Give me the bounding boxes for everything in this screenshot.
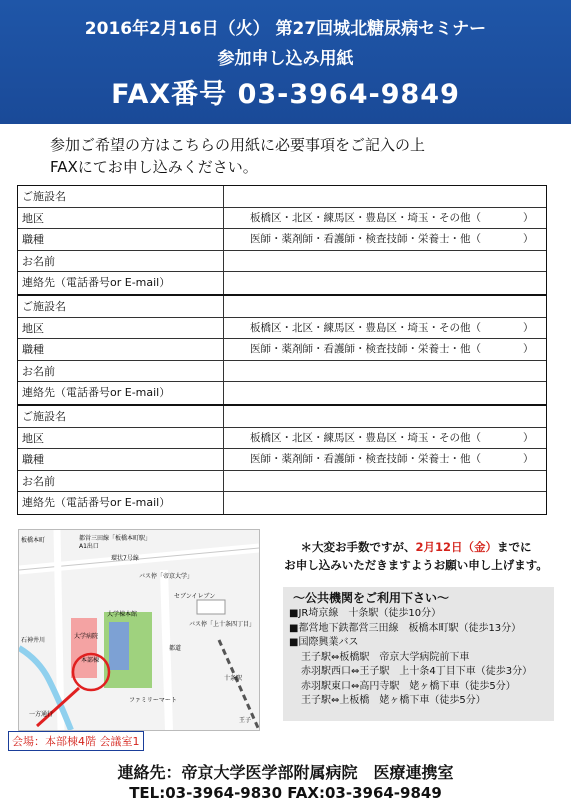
main-building [109, 622, 129, 670]
map-label-river: 石神井川 [21, 637, 46, 644]
district-options[interactable]: 板橋区・北区・練馬区・豊島区・埼玉・その他（ ） [250, 321, 534, 334]
name-label: お名前 [18, 361, 224, 382]
name-field[interactable] [224, 471, 546, 492]
deadline-pre: ＊大変お手数ですが、 [300, 540, 416, 554]
contact-row [18, 492, 546, 514]
job-options[interactable]: 医師・薬剤師・看護師・検査技師・栄養士・他（ ） [250, 343, 534, 356]
district-label: 地区 [18, 208, 224, 229]
name-row [18, 251, 546, 273]
district-options[interactable]: 板橋区・北区・練馬区・豊島区・埼玉・その他（ ） [250, 211, 534, 224]
map-label-road: 都道 [169, 645, 182, 652]
map-label-eleven: セブンイレブン [174, 593, 216, 600]
contact-label: 連絡先（電話番号or E-mail） [18, 382, 224, 404]
transit-bus-route-1: 王子駅⇔板橋駅 帝京大学病院前下車 [301, 651, 470, 663]
job-row [18, 449, 546, 471]
contact-label: 連絡先（電話番号or E-mail） [18, 492, 224, 514]
name-field[interactable] [224, 361, 546, 382]
map-label-station: 都営三田線「板橋本町駅」 [79, 535, 152, 542]
district-row [18, 318, 546, 340]
facility-field[interactable] [224, 186, 546, 207]
job-options[interactable]: 医師・薬剤師・看護師・検査技師・栄養士・他（ ） [250, 233, 534, 246]
map-label-kamijujo: バス停「上十条四丁目」 [189, 621, 256, 628]
district-row [18, 428, 546, 450]
intro-line-2: FAXにてお申し込みください。 [50, 158, 258, 176]
district-label: 地区 [18, 318, 224, 339]
facility-row [18, 296, 546, 318]
map-label-oji: 王子 [239, 717, 252, 724]
contact-row [18, 272, 546, 294]
facility-label: ご施設名 [18, 406, 224, 427]
transit-bus-route-3: 赤羽駅東口⇔高円寺駅 姥ヶ橋下車（徒歩5分） [301, 680, 516, 692]
job-options[interactable]: 医師・薬剤師・看護師・検査技師・栄養士・他（ ） [250, 453, 534, 466]
applicant-block-1 [18, 186, 546, 296]
job-label: 職種 [18, 339, 224, 360]
facility-label: ご施設名 [18, 296, 224, 317]
facility-row [18, 406, 546, 428]
fax-number: FAX番号 03-3964-9849 [111, 79, 460, 110]
map-label-hospital: 大学病院 [74, 633, 99, 640]
contact-field[interactable] [224, 272, 546, 294]
intro-text [50, 134, 560, 178]
map-label-itabashi: 板橋本町 [21, 537, 46, 544]
deadline-line-2: お申し込みいただきますようお願い申し上げます。 [284, 558, 548, 572]
deadline-line-1 [268, 538, 564, 556]
job-label: 職種 [18, 229, 224, 250]
form-title: 参加申し込み用紙 [217, 49, 354, 69]
transit-box [283, 587, 554, 721]
name-label: お名前 [18, 251, 224, 272]
map-label-a1: A1出口 [79, 543, 99, 550]
transit-title: ～公共機関をご利用下さい～ [293, 591, 450, 605]
header-banner [0, 0, 571, 124]
map-label-family: ファミリーマート [129, 697, 177, 704]
hospital-building [71, 618, 100, 678]
transit-bus-route-4: 王子駅⇔上板橋 姥ヶ橋下車（徒歩5分） [301, 695, 486, 706]
map-label-bus: バス停「帝京大学」 [139, 573, 194, 580]
facility-row [18, 186, 546, 208]
name-row [18, 471, 546, 493]
deadline-notice [268, 538, 564, 574]
bus-stop-box [197, 600, 225, 614]
transit-subway: ■都営地下鉄都営三田線 板橋本町駅（徒歩13分） [289, 622, 522, 634]
application-form [17, 185, 547, 515]
map-label-main: 大学棟本館 [107, 611, 138, 618]
intro-line-1: 参加ご希望の方はこちらの用紙に必要事項をご記入の上 [50, 136, 426, 154]
contact-row [18, 382, 546, 404]
facility-label: ご施設名 [18, 186, 224, 207]
name-row [18, 361, 546, 383]
contact-phone-fax: TEL:03-3964-9830 FAX:03-3964-9849 [129, 784, 442, 802]
contact-office: 連絡先：帝京大学医学部附属病院 医療連携室 [117, 763, 454, 782]
seminar-title: 2016年2月16日（火） 第27回城北糖尿病セミナー [84, 19, 487, 39]
map-label-oneway: 一方通行 [29, 711, 54, 718]
job-row [18, 229, 546, 251]
district-row [18, 208, 546, 230]
district-label: 地区 [18, 428, 224, 449]
district-options[interactable]: 板橋区・北区・練馬区・豊島区・埼玉・その他（ ） [250, 431, 534, 444]
job-label: 職種 [18, 449, 224, 470]
map-graphic [19, 530, 259, 730]
facility-field[interactable] [224, 406, 546, 427]
deadline-post: までに [497, 540, 532, 554]
map-label-kanjo7: 環状7号線 [111, 555, 139, 562]
contact-field[interactable] [224, 382, 546, 404]
map-label-venue: 本部棟 [81, 657, 100, 664]
transit-jr: ■JR埼京線 十条駅（徒歩10分） [289, 608, 442, 619]
job-row [18, 339, 546, 361]
deadline-date: 2月12日（金） [415, 540, 497, 554]
map-label-jujo: 十条駅 [224, 675, 243, 682]
venue-label: 会場：本部棟4階 会議室1 [8, 731, 144, 751]
transit-bus: ■国際興業バス [289, 637, 359, 648]
name-field[interactable] [224, 251, 546, 272]
access-map [18, 529, 260, 731]
facility-field[interactable] [224, 296, 546, 317]
name-label: お名前 [18, 471, 224, 492]
transit-bus-route-2: 赤羽駅西口⇔王子駅 上十条4丁目下車（徒歩3分） [301, 666, 533, 677]
applicant-block-2 [18, 296, 546, 406]
contact-label: 連絡先（電話番号or E-mail） [18, 272, 224, 294]
applicant-block-3 [18, 406, 546, 514]
contact-field[interactable] [224, 492, 546, 514]
